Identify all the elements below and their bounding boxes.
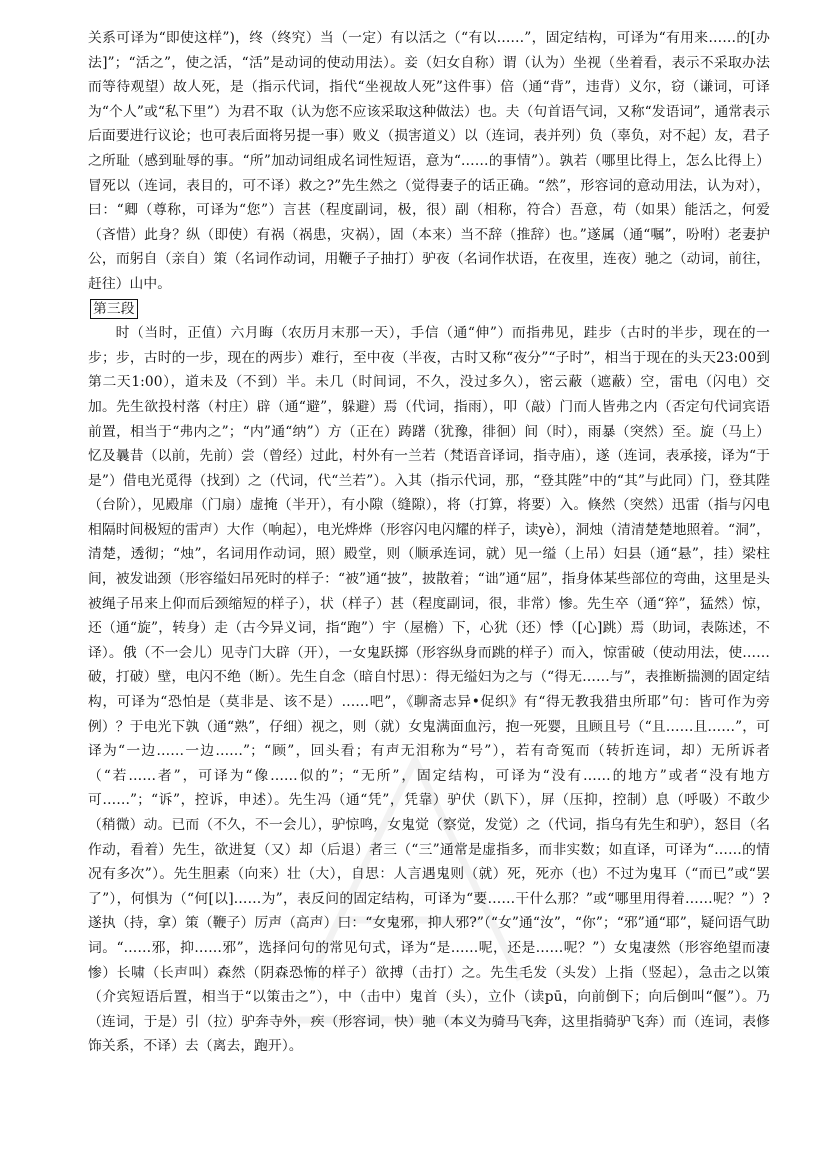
section-heading: 第三段 bbox=[90, 299, 138, 319]
paragraph-third-section: 时（当时，正值）六月晦（农历月末那一天），手信（通“伸”）而指弗见，跬步（古时的半步，现在的一步；步，古时的一步，现在的两步）难行，至中夜（半夜，古时又称“夜分”“子时”，相当于现在的头天23:00到第二天1:00），道未及（不到）半。未几（时间词，不久，没过多久），密云蔽（遮蔽）空，雷电（闪电）交加。先生欲投村落（村庄）辟（通“避”，躲避）焉（代词，指雨），叩（敲）门而人皆弗之内（否定句代词宾语前置，相当于“弗内之”；“内”通“纳”）方（正在）踌躇（犹豫，徘徊）间（时），雨暴（突然）至。旋（马上）忆及曩昔（以前，先前）尝（曾经）过此，村外有一兰若（梵语音译词，指寺庙），遂（连词，表承接，译为“于是”）借电光觅得（找到）之（代词，代“兰若”）。入其（指示代词，那，“登其陛”中的“其”与此同）门，登其陛（台阶），见殿扉（门扇）虚掩（半开），有小隙（缝隙），将（打算，将要）入。倏然（突然）迅雷（指与闪电相隔时间极短的雷声）大作（响起），电光烨烨（形容闪电闪耀的样子，读yè），洞烛（清清楚楚地照着。“洞”，清楚，透彻；“烛”，名词用作动词，照）殿堂，则（顺承连词，就）见一缢（上吊）妇县（通“悬”，挂）梁柱间，被发诎颈（形容缢妇吊死时的样子：“被”通“披”，披散着；“诎”通“屈”，指身体某些部位的弯曲，这里是头被绳子吊来上仰而后颈缩短的样子），状（样子）甚（程度副词，很，非常）惨。先生卒（通“猝”，猛然）惊，还（通“旋”，转身）走（古今异义词，指“跑”）宇（屋檐）下，心犹（还）悸（[心]跳）焉（助词，表陈述，不译）。俄（不一会儿）见寺门大辟（开），一女鬼跃掷（形容纵身而跳的样子）而入，惊雷破（使动用法，使……破，打破）壁，电闪不绝（断）。先生自念（暗自忖思）：得无缢妇为之与（“得无……与”，表推断揣测的固定结构，可译为“恐怕是（莫非是、该不是）……吧”，《聊斋志异•促织》有“得无教我猎虫所耶”句：皆可作为旁例）？于电光下孰（通“熟”，仔细）视之，则（就）女鬼满面血污，抱一死婴，且顾且号（“且……且……”，可译为“一边……一边……”；“顾”，回头看；有声无泪称为“号”），若有奇冤而（转折连词，却）无所诉者（“若……者”，可译为“像……似的”；“无所”，固定结构，可译为“没有……的地方”或者“没有地方可……”；“诉”，控诉，申述）。先生冯（通“凭”，凭靠）驴伏（趴下），屏（压抑，控制）息（呼吸）不敢少（稍微）动。已而（不久，不一会儿），驴惊鸣，女鬼觉（察觉，发觉）之（代词，指乌有先生和驴），怒目（名作动，看着）先生，欲进复（又）却（后退）者三（“三”通常是虚指多，而非实数；如直译，可译为“……的情况有多次”）。先生胆素（向来）壮（大），自思：人言遇鬼则（就）死，死亦（也）不过为鬼耳（“而已”或“罢了”），何惧为（“何[以]……为”，表反问的固定结构，可译为“要……干什么那？”或“哪里用得着……呢？”）?遂执（持，拿）策（鞭子）厉声（高声）曰：“女鬼邪，抑人邪?”（“女”通“汝”，“你”；“邪”通“耶”，疑问语气助词。“……邪，抑……邪”，选择问句的常见句式，译为“是……呢，还是……呢？”）女鬼凄然（形容绝望而凄惨）长啸（长声叫）森然（阴森恐怖的样子）欲搏（击打）之。先生毛发（头发）上指（竖起），急击之以策（介宾短语后置，相当于“以策击之”），中（击中）鬼首（头），立仆（读pū，向前倒下；向后倒叫“偃”）。乃（连词，于是）引（拉）驴奔寺外，疾（形容词，快）驰（本义为骑马飞奔，这里指骑驴飞奔）而（连词，表修饰关系，不译）去（离去，跑开）。 bbox=[88, 325, 770, 1055]
paragraph-continued-text: 关系可译为“即使这样”)，终（终究）当（一定）有以活之（“有以……”，固定结构，可译为“有用来……的[办法]”；“活之”，使之活，“活”是动词的使动用法）。妾（妇女自称）谓（认为）坐视（坐着看，表示不采取办法而等待观望）故人死，是（指示代词，指代“坐视故人死”这件事）倍（通“背”，违背）义尔，窃（谦词，可译为“个人”或“私下里”）为君不取（认为您不应该采取这种做法）也。夫（句首语气词，又称“发语词”，通常表示后面要进行议论；也可表后面将另提一事）败义（损害道义）以（连词，表并列）负（辜负，对不起）友，君子之所耻（感到耻辱的事。“所”加动词组成名词性短语，意为“……的事情”）。孰若（哪里比得上，怎么比得上）冒死以（连词，表目的，可不译）救之?”先生然之（觉得妻子的话正确。“然”，形容词的意动用法，认为对），曰：“卿（尊称，可译为“您”）言甚（程度副词，极，很）副（相称，符合）吾意，苟（如果）能活之，何爱（吝惜）此身？纵（即使）有祸（祸患，灾祸），固（本来）当不辞（推辞）也。”遂属（通“嘱”，吩咐）老妻护公，而躬自（亲自）策（名词作动词，用鞭子子抽打）驴夜（名词作状语，在夜里，连夜）驰之（动词，前往，赶往）山中。 bbox=[88, 30, 770, 292]
document-page bbox=[88, 26, 770, 1059]
